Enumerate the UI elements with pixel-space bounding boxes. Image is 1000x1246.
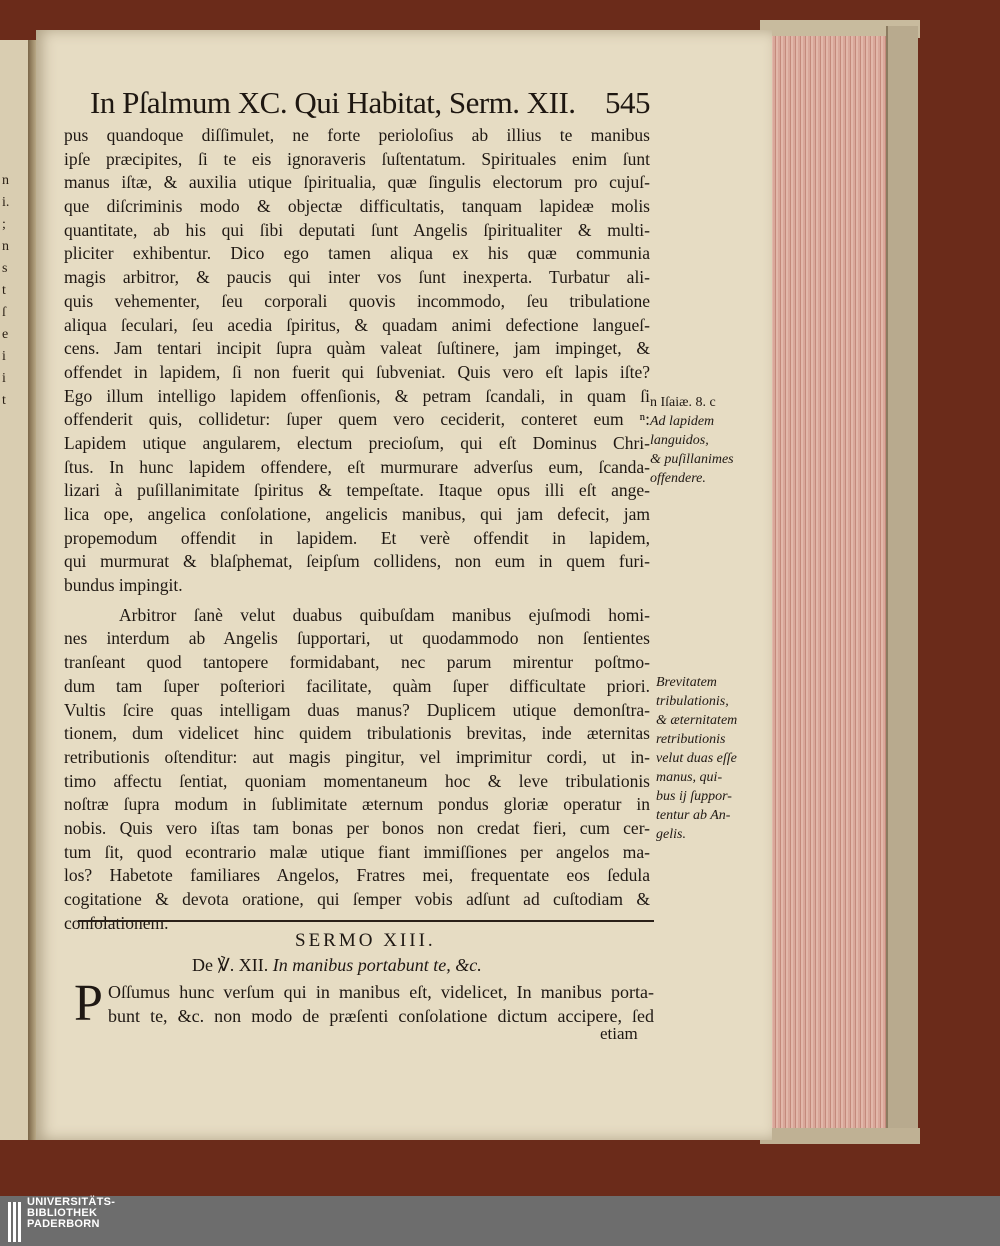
- paragraph-2-line: tum ſit, quod econtrario malæ utique fiant immiſſiones per angelos ma-: [64, 841, 650, 862]
- sermon-subtitle: De ℣. XII. In manibus portabunt te, &c.: [192, 955, 482, 975]
- sermon-text: [108, 980, 654, 1028]
- section-rule: [78, 920, 654, 922]
- paragraph-2-line: Vultis ſcire quas intelligam duas manus? Duplicem utique demonſtra-: [64, 699, 650, 720]
- paragraph-2-line: cogitatione & devota oratione, qui ſemper vobis adſunt ad cuſtodiam &: [64, 889, 650, 909]
- library-logo-text: UNIVERSITÄTS- BIBLIOTHEK PADERBORN: [27, 1196, 116, 1230]
- text-line: lica ope, angelica conſolatione, angelicis manibus, qui jam defecit, jam: [64, 504, 650, 524]
- paragraph-2-line: timo affectu ſentiat, quoniam momentaneum hoc & leve tribulationis: [64, 770, 650, 791]
- paragraph-2-line: conſolationem.: [64, 912, 169, 933]
- sermon-title: SERMO XIII.: [295, 930, 436, 951]
- text-line: Ego illum intelligo lapidem offenſionis, & petram ſcandali, in quam ſi: [64, 385, 650, 406]
- text-line: que diſcriminis modo & objectæ difficultatis, tanquam lapideæ molis: [64, 196, 650, 217]
- drop-capital: P: [74, 975, 103, 1032]
- paragraph-2-line: retributionis oſtenditur: aut magis pingitur, vel imprimitur cordi, ut in-: [64, 746, 650, 767]
- paragraph-2-line: noſtræ ſupra modum in ſublimitate æternum pondus gloriæ operatur in: [64, 794, 650, 815]
- paragraph-2-line: tranſeant quod tantopere formidabant, nec parum mirentur poſtmo-: [64, 652, 650, 673]
- sermon-line: bunt te, &c. non modo de præſenti conſolatione dictum accipere, ſed: [108, 1006, 654, 1026]
- page-number: 545: [605, 85, 650, 120]
- paragraph-2-line: Arbitror ſanè velut duabus quibuſdam manibus ejuſmodi homi-: [119, 604, 650, 625]
- text-line: quis vehementer, ſeu corporali quovis incommodo, ſeu tribulatione: [64, 290, 650, 311]
- text-line: pus quandoque diſſimulet, ne forte perioloſius ab illius te manibus: [64, 125, 650, 145]
- library-logo-icon: [8, 1202, 22, 1242]
- cover-bottom: [760, 1128, 920, 1144]
- running-head-title: In Pſalmum XC. Qui Habitat, Serm. XII.: [90, 85, 576, 120]
- text-line: pliciter exhibentur. Dico ego tamen aliqua ex his quæ communia: [64, 243, 650, 264]
- text-line: offenderit quis, collidetur: ſuper quem vero ceciderit, conteret eum ⁿ:: [64, 409, 650, 430]
- paragraph-2-line: tionem, dum videlicet hinc quidem tribulationis brevitas, inde æternitas: [64, 723, 650, 744]
- text-line: bundus impingit.: [64, 575, 183, 596]
- text-line: cens. Jam tentari incipit ſupra quàm valeat ſuſtinere, jam impinget, &: [64, 338, 650, 359]
- text-line: manus iſtæ, & auxilia utique ſpiritualia, quæ ſingulis electorum pro cujuſ-: [64, 172, 650, 193]
- paragraph-2-line: nes interdum ab Angelis ſupportari, ut quodammodo non ſentientes: [64, 628, 650, 649]
- running-head: [90, 85, 650, 121]
- text-line: offendet in lapidem, ſi non fuerit qui ſubveniat. Quis vero eſt lapis iſte?: [64, 361, 650, 382]
- text-line: magis arbitror, & paucis qui inter vos ſunt inexperta. Turbatur ali-: [64, 267, 650, 288]
- main-text: [64, 124, 650, 935]
- text-line: aliqua ſeculari, ſeu acedia ſpiritus, & quadam animi defectione langueſ-: [64, 314, 650, 335]
- catchword: etiam: [600, 1024, 638, 1043]
- book-cover: [886, 26, 918, 1136]
- page-edges: [768, 36, 889, 1136]
- marginal-note-isaiah: n Iſaiæ. 8. c Ad lapidem languidos, & puſillanimes offendere.: [650, 395, 734, 486]
- text-line: qui murmurat & blaſphemat, ſeipſum collidens, non eum in quem furi-: [64, 551, 650, 572]
- left-page-fragments: n i. ; n s t ſ e i i t: [2, 173, 10, 408]
- paragraph-2-line: nobis. Quis vero iſtas tam bonas per bonos non credat fieri, cum cer-: [64, 817, 650, 838]
- text-line: lizari à puſillanimitate ſpiritus & tempeſtate. Itaque opus illi eſt ange-: [64, 480, 650, 501]
- text-line: quantitate, ab his qui ſibi deputati ſunt Angelis ſpiritualiter & multi-: [64, 219, 650, 240]
- library-footer: [0, 1196, 1000, 1246]
- text-line: Lapidem utique angularem, electum precioſum, qui eſt Dominus Chri-: [64, 432, 650, 453]
- marginal-note-brevitatem: Brevitatem tribulationis, & æternitatem retributionis velut duas eſſe manus, qui- bus ij ſuppor- tentur ab An- gelis.: [656, 675, 738, 842]
- paragraph-2-line: los? Habetote familiares Angelos, Fratres mei, frequentate eos ſedula: [64, 865, 650, 886]
- text-line: ipſe præcipites, ſi te eis ignoraveris ſuſtentatum. Spirituales enim ſunt: [64, 148, 650, 169]
- sermon-line: Oſſumus hunc verſum qui in manibus eſt, videlicet, In manibus porta-: [108, 982, 654, 1002]
- left-page-edge: [0, 40, 30, 1140]
- text-line: propemodum offendit in lapidem. Et verè offendit in lapidem,: [64, 527, 650, 548]
- text-line: ſtus. In hunc lapidem offendere, eſt murmurare adverſus eum, ſcanda-: [64, 456, 650, 477]
- paragraph-2-line: dum tam ſuper poſteriori facilitate, quàm ſuper difficultate priori.: [64, 675, 650, 696]
